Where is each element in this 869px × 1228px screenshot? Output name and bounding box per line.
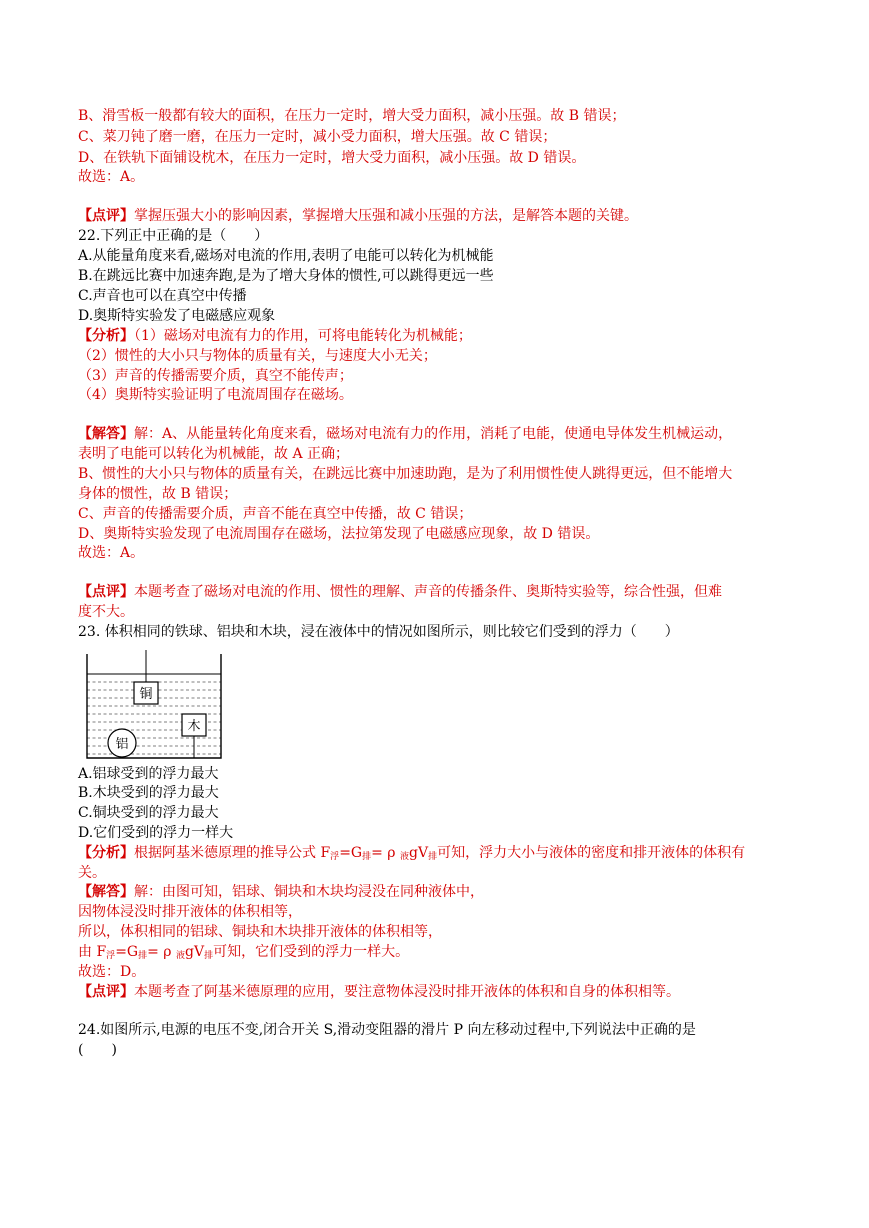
q22-analysis-line: （2）惯性的大小只与物体的质量有关，与速度大小无关； [78, 348, 437, 364]
q24-stem-line: ( ) [78, 1042, 117, 1058]
q21-option-c-analysis: C、菜刀钝了磨一磨，在压力一定时，减小受力面积，增大压强。故 C 错误； [78, 129, 557, 145]
q21-comment-tag: 【点评】 [78, 208, 134, 224]
formula-gv: gV [409, 845, 429, 861]
q21-choice: 故选：A。 [78, 169, 145, 185]
q23-answer [78, 882, 484, 902]
buoyancy-figure [84, 650, 224, 762]
q22-answer-line: B、惯性的大小只与物体的质量有关，在跳远比赛中加速助跑，是为了利用惯性使人跳得更远，但不能增大 [78, 466, 733, 482]
subscript-pai: 排 [362, 852, 372, 862]
q23-answer-line: 所以，体积相同的铝球、铜块和木块排开液体的体积相等， [78, 924, 442, 940]
q22-comment-line: 度不大。 [78, 604, 134, 620]
q22-analysis-line: （1）磁场对电流有力的作用，可将电能转化为机械能； [134, 328, 472, 344]
q23-answer-formula-line [78, 942, 409, 962]
q22-option-d: D.奥斯特实验发了电磁感应观象 [78, 308, 276, 324]
q23-option-b: B.木块受到的浮力最大 [78, 785, 219, 801]
q22-answer-line: 身体的惯性，故 B 错误； [78, 486, 238, 502]
q23-option-a: A.铝球受到的浮力最大 [78, 766, 219, 782]
subscript-fu: 浮 [106, 951, 116, 961]
q22-answer-tag: 【解答】 [78, 426, 134, 442]
q23-comment-tag: 【点评】 [78, 984, 134, 1000]
q23-answer-text: 解：由图可知，铝球、铜块和木块均浸没在同种液体中， [134, 884, 484, 900]
q23-option-c: C.铜块受到的浮力最大 [78, 805, 219, 821]
q22-answer-line: D、奥斯特实验发现了电流周围存在磁场，法拉第发现了电磁感应现象，故 D 错误。 [78, 526, 600, 542]
q23-analysis-post: 可知，浮力大小与液体的密度和排开液体的体积有 [437, 845, 746, 861]
formula-eq-g: =G [339, 845, 363, 861]
q24-stem: 24.如图所示,电源的电压不变,闭合开关 S,滑动变阻器的滑片 P 向左移动过程中,下列说法中正确的是 [78, 1022, 696, 1038]
formula-eq-g: =G [115, 944, 139, 960]
q22-answer-line: 表明了电能可以转化为机械能，故 A 正确； [78, 446, 350, 462]
q22-analysis-line: （4）奥斯特实验证明了电流周围存在磁场。 [78, 387, 353, 403]
q23-answer-l4-post: 可知，它们受到的浮力一样大。 [213, 944, 410, 960]
q23-comment [78, 982, 680, 1002]
q22-analysis-line: （3）声音的传播需要介质，真空不能传声； [78, 368, 353, 384]
q22-option-a: A.从能量角度来看,磁场对电流的作用,表明了电能可以转化为机械能 [78, 248, 494, 264]
q21-option-d-analysis: D、在铁轨下面铺设枕木，在压力一定时，增大受力面积，减小压强。故 D 错误。 [78, 150, 586, 166]
q23-analysis-tag: 【分析】 [78, 845, 134, 861]
q23-answer-line: 因物体浸没时排开液体的体积相等， [78, 904, 302, 920]
formula-eq-rho: = ρ [147, 944, 176, 960]
formula-gv: gV [185, 944, 205, 960]
q23-choice: 故选：D。 [78, 964, 146, 980]
q23-answer-l4-pre: 由 F [78, 944, 107, 960]
q23-analysis [78, 843, 745, 863]
q22-analysis [78, 326, 472, 346]
q22-comment-text: 本题考查了磁场对电流的作用、惯性的理解、声音的传播条件、奥斯特实验等，综合性强，但难 [134, 584, 722, 600]
q21-comment-text: 掌握压强大小的影响因素，掌握增大压强和减小压强的方法，是解答本题的关键。 [134, 208, 638, 224]
wood-label: 木 [187, 719, 201, 734]
subscript-fu: 浮 [330, 852, 340, 862]
q21-comment [78, 206, 638, 226]
q22-answer [78, 424, 732, 444]
q22-analysis-tag: 【分析】 [78, 328, 134, 344]
subscript-ye: 液 [400, 852, 410, 862]
subscript-ye: 液 [176, 951, 186, 961]
q21-option-b-analysis: B、滑雪板一般都有较大的面积，在压力一定时，增大受力面积，减小压强。故 B 错误； [78, 108, 626, 124]
q22-stem: 22.下列正中正确的是（ ） [78, 228, 269, 244]
q23-comment-text: 本题考查了阿基米德原理的应用，要注意物体浸没时排开液体的体积和自身的体积相等。 [134, 984, 680, 1000]
subscript-pai: 排 [204, 951, 214, 961]
q23-option-d: D.它们受到的浮力一样大 [78, 825, 234, 841]
aluminum-label: 铝 [115, 737, 129, 752]
q22-choice: 故选：A。 [78, 545, 145, 561]
q22-comment-tag: 【点评】 [78, 584, 134, 600]
q23-stem: 23. 体积相同的铁球、铝块和木块，浸在液体中的情况如图所示，则比较它们受到的浮力（ ） [78, 624, 679, 640]
subscript-pai: 排 [428, 852, 438, 862]
q22-comment [78, 582, 722, 602]
q22-answer-text: 解：A、从能量转化角度来看，磁场对电流有力的作用，消耗了电能，使通电导体发生机械运动， [134, 426, 733, 442]
q22-option-b: B.在跳远比赛中加速奔跑,是为了增大身体的惯性,可以跳得更远一些 [78, 268, 494, 284]
q23-answer-tag: 【解答】 [78, 884, 134, 900]
formula-eq-rho: = ρ [371, 845, 400, 861]
subscript-pai: 排 [138, 951, 148, 961]
q23-analysis-pre: 根据阿基米德原理的推导公式 F [134, 845, 331, 861]
q22-answer-line: C、声音的传播需要介质，声音不能在真空中传播，故 C 错误； [78, 506, 473, 522]
copper-label: 铜 [139, 687, 153, 702]
q23-analysis-line: 关。 [78, 865, 106, 881]
q22-option-c: C.声音也可以在真空中传播 [78, 288, 247, 304]
